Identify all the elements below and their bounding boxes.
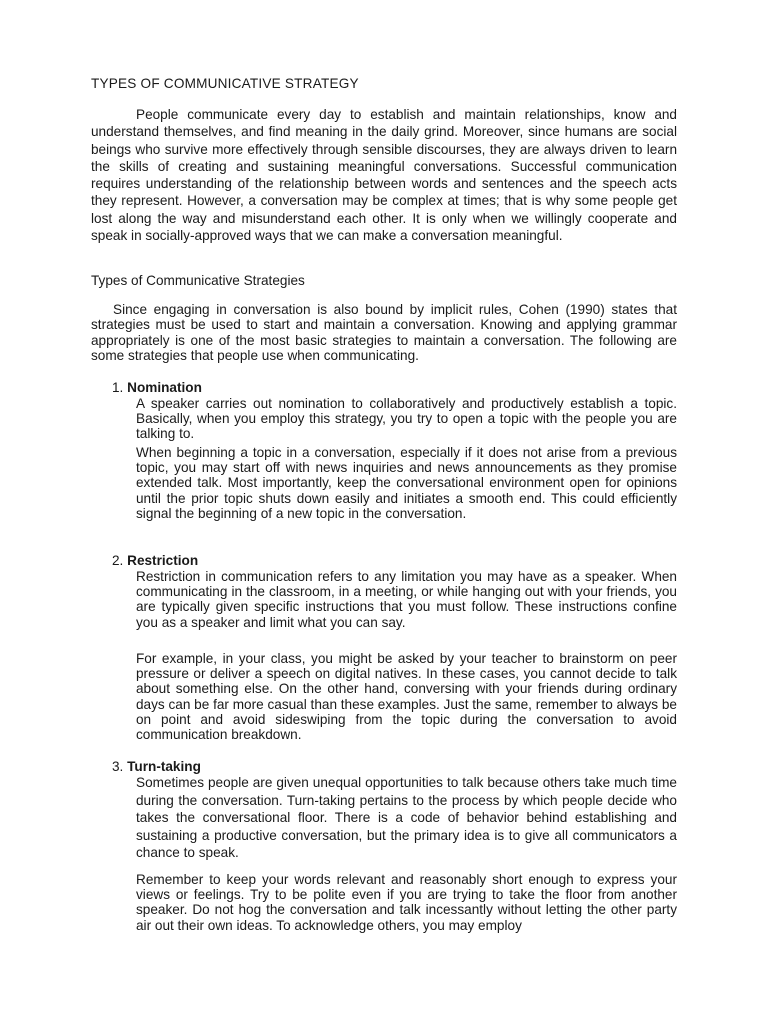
restriction-paragraph-1: Restriction in communication refers to any limitation you may have as a speaker. When communicating in the classroom, in a meeting, or while hanging out with your friends, you are typically given specific instructions that you must follow. These instructions confine you as a speaker and limit what you can say. xyxy=(136,569,677,630)
nomination-paragraph-2: When beginning a topic in a conversation, especially if it does not arise from a previous topic, you may start off with news inquiries and news announcements as they promise extended talk. Most importantly, keep the conversational environment open for opinions until the prior topic shuts down easily and initiates a smooth end. This could efficiently signal the beginning of a new topic in the conversation. xyxy=(136,445,677,521)
section-subheading: Types of Communicative Strategies xyxy=(91,273,305,288)
item-title: Nomination xyxy=(127,380,202,395)
turn-taking-paragraph-2: Remember to keep your words relevant and reasonably short enough to express your views or feelings. Try to be polite even if you are trying to take the floor from another speaker. Do not hog the conversation and talk incessantly without letting the other party air out their own ideas. To acknowledge others, you may employ xyxy=(136,872,677,933)
item-number: 3. xyxy=(112,759,124,774)
item-title: Turn-taking xyxy=(127,759,201,774)
turn-taking-paragraph-1: Sometimes people are given unequal opportunities to talk because others take much time during the conversation. Turn-taking pertains to the process by which people decide who takes the conversational floor. There is a code of behavior behind establishing and sustaining a productive conversation, but the primary idea is to give all communicators a chance to speak. xyxy=(136,775,677,861)
item-heading-turn-taking xyxy=(112,759,201,774)
item-heading-nomination xyxy=(112,380,202,395)
restriction-paragraph-2: For example, in your class, you might be asked by your teacher to brainstorm on peer pressure or deliver a speech on digital natives. In these cases, you cannot decide to talk about something else. On the other hand, conversing with your friends during ordinary days can be far more casual than these examples. Just the same, remember to always be on point and avoid sideswiping from the topic during the conversation to avoid communication breakdown. xyxy=(136,651,677,743)
item-number: 1. xyxy=(112,380,124,395)
item-heading-restriction xyxy=(112,553,198,568)
item-title: Restriction xyxy=(127,553,199,568)
intro-paragraph: People communicate every day to establish and maintain relationships, know and understand themselves, and find meaning in the daily grind. Moreover, since humans are social beings who survive more effectively through sensible discourses, they are always driven to learn the skills of creating and sustaining meaningful conversations. Successful communication requires understanding of the relationship between words and sentences and the speech acts they represent. However, a conversation may be complex at times; that is why some people get lost along the way and misunderstand each other. It is only when we willingly cooperate and speak in socially-approved ways that we can make a conversation meaningful. xyxy=(91,107,677,244)
nomination-paragraph-1: A speaker carries out nomination to collaboratively and productively establish a topic. Basically, when you employ this strategy, you try to open a topic with the people you are talking to. xyxy=(136,396,677,442)
strategies-intro-paragraph: Since engaging in conversation is also bound by implicit rules, Cohen (1990) states that strategies must be used to start and maintain a conversation. Knowing and applying grammar appropriately is one of the most basic strategies to maintain a conversation. The following are some strategies that people use when communicating. xyxy=(91,302,677,364)
item-number: 2. xyxy=(112,553,124,568)
document-title: TYPES OF COMMUNICATIVE STRATEGY xyxy=(91,76,359,91)
